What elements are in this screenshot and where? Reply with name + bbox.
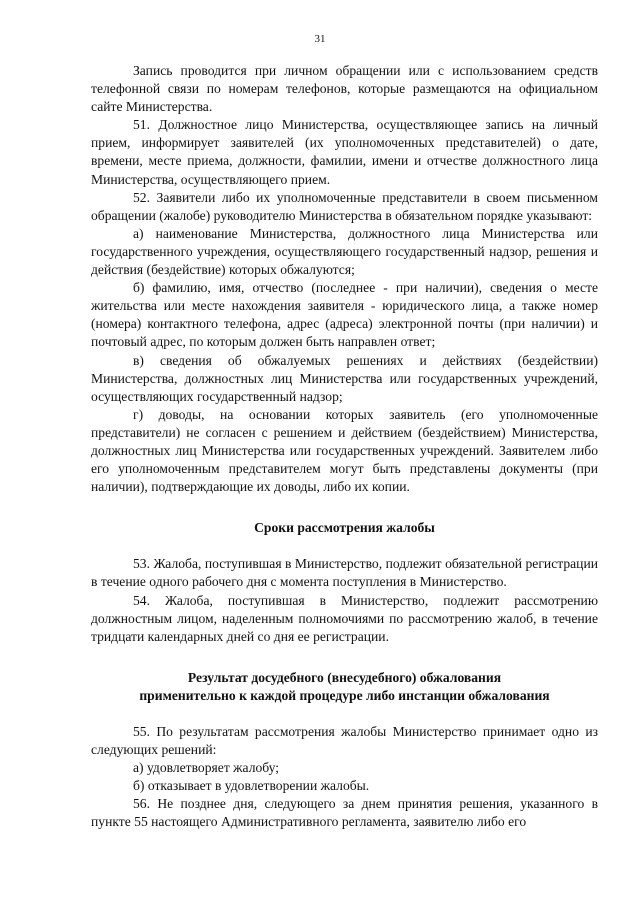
section-heading-line: Результат досудебного (внесудебного) обжалования xyxy=(187,669,502,685)
paragraph-56: 56. Не позднее дня, следующего за днем принятия решения, указанного в пункте 55 настоящего Административного регламента, заявителю либо его xyxy=(91,796,598,830)
section-heading-appeal-result xyxy=(91,669,598,705)
paragraph-52: 52. Заявители либо их уполномоченные представители в своем письменном обращении (жалобе) руководителю Министерства в обязательном порядке указывают: xyxy=(91,189,598,223)
paragraph-53: 53. Жалоба, поступившая в Министерство, подлежит обязательной регистрации в течение одного рабочего дня с момента поступления в Министерство. xyxy=(91,556,598,590)
paragraph-51: 51. Должностное лицо Министерства, осуществляющее запись на личный прием, информирует заявителей (их уполномоченных представителей) о дате, времени, месте приема, должности, фамилии, имени и отчестве должностного лица Министерства, осуществляющего прием. xyxy=(91,117,598,187)
paragraph-52-g: г) доводы, на основании которых заявитель (его уполномоченные представители) не согласен с решением и действием (бездействием) Министерства, должностных лиц Министерства или государственных учреждений. Заявителем либо его уполномоченным представителем могут быть представлены документы (при наличии), подтверждающие их доводы, либо их копии. xyxy=(91,406,598,495)
section-heading-line: применительно к каждой процедуре либо инстанции обжалования xyxy=(139,687,550,703)
paragraph-appointment-method: Запись проводится при личном обращении или с использованием средств телефонной связи по номерам телефонов, которые размещаются на официальном сайте Министерства. xyxy=(91,63,598,115)
section-heading-complaint-terms: Сроки рассмотрения жалобы xyxy=(254,520,435,536)
paragraph-55: 55. По результатам рассмотрения жалобы Министерство принимает одно из следующих решений: xyxy=(91,724,598,758)
page-number: 31 xyxy=(314,33,326,45)
paragraph-55-b: б) отказывает в удовлетворении жалобы. xyxy=(133,778,370,794)
paragraph-55-a: а) удовлетворяет жалобу; xyxy=(133,760,280,776)
paragraph-52-a: а) наименование Министерства, должностного лица Министерства или государственного учреждения, осуществляющего государственный надзор, решения и действия (бездействие) которых обжалуются; xyxy=(91,225,598,278)
paragraph-52-v: в) сведения об обжалуемых решениях и действиях (бездействии) Министерства, должностных лиц Министерства или государственных учреждений, осуществляющих государственный надзор; xyxy=(91,352,598,404)
document-body xyxy=(91,62,598,832)
paragraph-52-b: б) фамилию, имя, отчество (последнее - при наличии), сведения о месте жительства или месте нахождения заявителя - юридического лица, а также номер (номера) контактного телефона, адрес (адреса) электронной почты (при наличии) и почтовый адрес, по которым должен быть направлен ответ; xyxy=(91,280,598,350)
paragraph-54: 54. Жалоба, поступившая в Министерство, подлежит рассмотрению должностным лицом, наделенным полномочиями по рассмотрению жалоб, в течение тридцати календарных дней со дня ее регистрации. xyxy=(91,592,598,644)
